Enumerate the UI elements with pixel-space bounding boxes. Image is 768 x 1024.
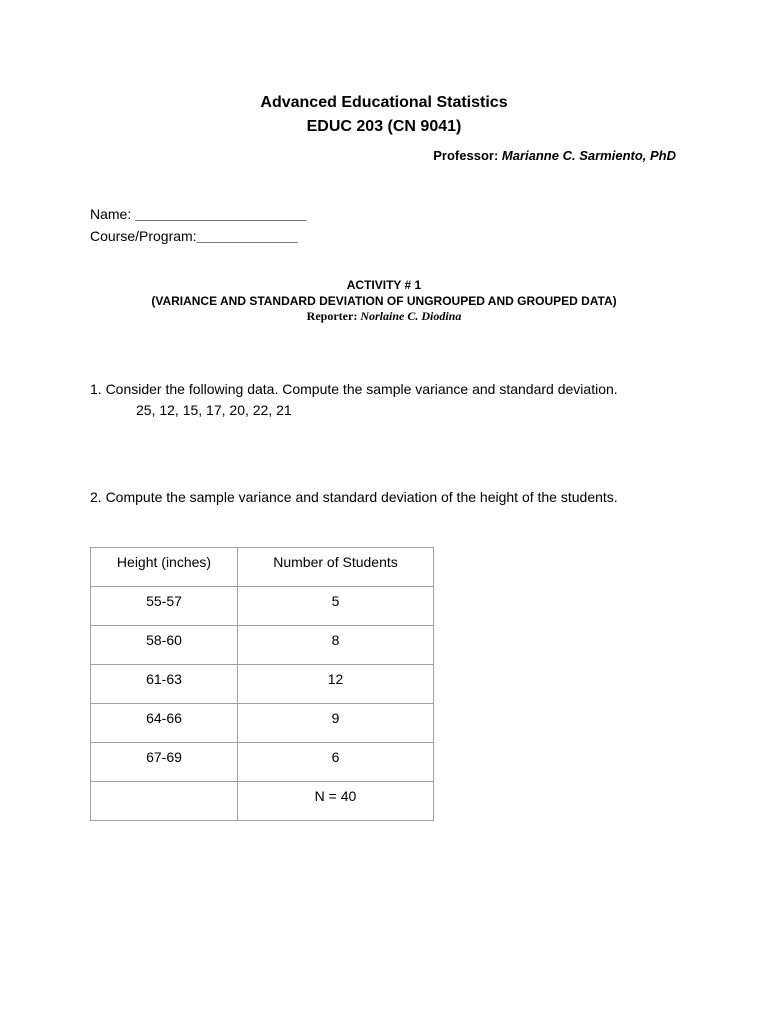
question-2: 2. Compute the sample variance and standard deviation of the height of the students. bbox=[90, 489, 618, 505]
table-row bbox=[91, 587, 434, 626]
name-label: Name: bbox=[90, 206, 132, 222]
table-row bbox=[91, 704, 434, 743]
table-cell bbox=[91, 782, 238, 821]
table-cell: 5 bbox=[238, 587, 434, 626]
document-title: Advanced Educational Statistics bbox=[260, 94, 508, 111]
table-cell: 8 bbox=[238, 626, 434, 665]
table-header-cell: Number of Students bbox=[238, 548, 434, 587]
table-total-cell: N = 40 bbox=[238, 782, 434, 821]
table-cell: 6 bbox=[238, 743, 434, 782]
question-1: 1. Consider the following data. Compute the sample variance and standard deviation. bbox=[90, 381, 618, 397]
professor-label: Professor: bbox=[433, 148, 499, 163]
course-code: EDUC 203 (CN 9041) bbox=[306, 118, 462, 135]
table-row bbox=[91, 626, 434, 665]
table-cell: 12 bbox=[238, 665, 434, 704]
professor-name: Marianne C. Sarmiento, PhD bbox=[501, 148, 676, 163]
table-cell: 64-66 bbox=[91, 704, 238, 743]
name-blank: ______________________ bbox=[135, 206, 307, 222]
table-cell: 67-69 bbox=[91, 743, 238, 782]
table-cell: 9 bbox=[238, 704, 434, 743]
table-cell: 55-57 bbox=[91, 587, 238, 626]
table-header-cell: Height (inches) bbox=[91, 548, 238, 587]
table-row bbox=[91, 665, 434, 704]
course-blank: _____________ bbox=[196, 228, 298, 244]
activity-subtitle: (VARIANCE AND STANDARD DEVIATION OF UNGROUPED AND GROUPED DATA) bbox=[151, 294, 617, 308]
table-cell: 61-63 bbox=[91, 665, 238, 704]
professor-line bbox=[433, 148, 676, 163]
table-cell: 58-60 bbox=[91, 626, 238, 665]
reporter-label: Reporter: bbox=[306, 309, 358, 323]
table-header-row bbox=[91, 548, 434, 587]
course-label: Course/Program: bbox=[90, 228, 197, 244]
activity-title: ACTIVITY # 1 bbox=[346, 278, 422, 292]
table-total-row bbox=[91, 782, 434, 821]
course-program-field bbox=[90, 228, 298, 244]
reporter-name: Norlaine C. Diodina bbox=[360, 309, 462, 323]
question-1-data: 25, 12, 15, 17, 20, 22, 21 bbox=[136, 402, 292, 418]
name-field bbox=[90, 206, 306, 222]
reporter-line bbox=[0, 309, 768, 324]
frequency-table bbox=[90, 547, 434, 821]
table-row bbox=[91, 743, 434, 782]
